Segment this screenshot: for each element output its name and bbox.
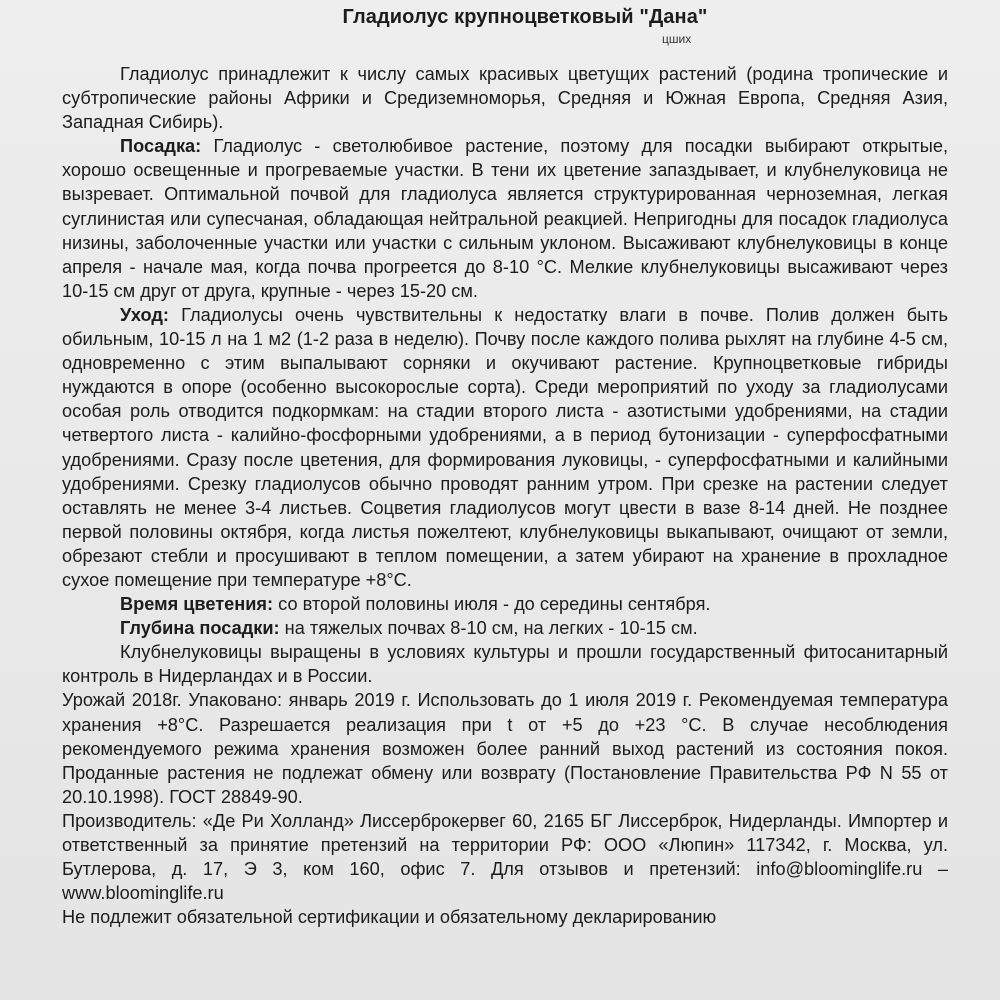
- planting-depth-paragraph: [62, 616, 948, 640]
- bloom-time-label: Время цветения:: [120, 594, 274, 615]
- planting-depth-label: Глубина посадки:: [120, 618, 280, 639]
- bloom-time-text: со второй половины июля - до середины сентября.: [273, 594, 711, 615]
- manufacturer-paragraph: Производитель: «Де Ри Холланд» Лиссерброкервег 60, 2165 БГ Лиссерброк, Нидерланды. Импортер и ответственный за принятие претензий на территории РФ: ООО «Люпин» 117342, г. Москва, ул. Бутлерова, д. 17, Э 3, ком 160, офис 7. Для отзывов и претензий: info@bloominglife.ru – www.bloominglife.ru: [62, 810, 948, 904]
- care-text: Гладиолусы очень чувствительны к недостатку влаги в почве. Полив должен быть обильным, 10-15 л на 1 м2 (1-2 раза в неделю). Почву после каждого полива рыхлят на глубине 4-5 см, одновременно с этим выпалывают сорняки и окучивают растение. Крупноцветковые гибриды нуждаются в опоре (особенно высокорослые сорта). Среди мероприятий по уходу за гладиолусами особая роль отводится подкормкам: на стадии второго листа - азотистыми удобрениями, на стадии четвертого листа - калийно-фосфорными удобрениями, а в период бутонизации - суперфосфатными удобрениями. Сразу после цветения, для формирования луковицы, - суперфосфатными и калийными удобрениями. Срезку гладиолусов обычно проводят ранним утром. При срезке на растении следует оставлять не менее 3-4 листьев. Соцветия гладиолусов могут цвести в вазе 8-14 дней. Не позднее первой половины октября, когда листья пожелтеют, клубнелуковицы выкапывают, очищают от земли, обрезают стебли и просушивают в теплом помещении, а затем убирают на хранение в прохладное сухое помещение при температуре +8°С.: [62, 304, 948, 590]
- bloom-time-paragraph: [62, 592, 948, 616]
- planting-paragraph: [62, 134, 948, 303]
- document-body: [62, 62, 948, 929]
- planting-label: Посадка:: [120, 136, 202, 157]
- document-title: Гладиолус крупноцветковый "Дана": [342, 6, 708, 28]
- phyto-paragraph: Клубнелуковицы выращены в условиях культуры и прошли государственный фитосанитарный контроль в Нидерландах и в России.: [62, 642, 948, 687]
- certification-paragraph: Не подлежит обязательной сертификации и обязательному декларированию: [62, 907, 717, 928]
- harvest-paragraph: Урожай 2018г. Упаковано: январь 2019 г. Использовать до 1 июля 2019 г. Рекомендуемая температура хранения +8°С. Разрешается реализация при t от +5 до +23 °С. В случае несоблюдения рекомендуемого режима хранения возможен более ранний выход растений из состояния покоя. Проданные растения не подлежат обмену или возврату (Постановление Правительства РФ N 55 от 20.10.1998). ГОСТ 28849-90.: [62, 690, 948, 807]
- planting-depth-text: на тяжелых почвах 8-10 см, на легких - 10-15 см.: [279, 618, 698, 639]
- intro-paragraph: Гладиолус принадлежит к числу самых красивых цветущих растений (родина тропические и субтропические районы Африки и Средиземноморья, Средняя и Южная Европа, Средняя Азия, Западная Сибирь).: [62, 64, 948, 133]
- planting-text: Гладиолус - светолюбивое растение, поэтому для посадки выбирают открытые, хорошо освещенные и прогреваемые участки. В тени их цветение запаздывает, и клубнелуковица не вызревает. Оптимальной почвой для гладиолуса является структурированная черноземная, легкая суглинистая или супесчаная, обладающая нейтральной реакцией. Непригодны для посадок гладиолуса низины, заболоченные участки или участки с сильным уклоном. Высаживают клубнелуковицы в конце апреля - начале мая, когда почва прогреется до 8-10 °С. Мелкие клубнелуковицы высаживают через 10-15 см друг от друга, крупные - через 15-20 см.: [62, 136, 948, 301]
- care-paragraph: [62, 303, 948, 592]
- care-label: Уход:: [120, 304, 169, 325]
- handwritten-mark: цших: [662, 32, 692, 46]
